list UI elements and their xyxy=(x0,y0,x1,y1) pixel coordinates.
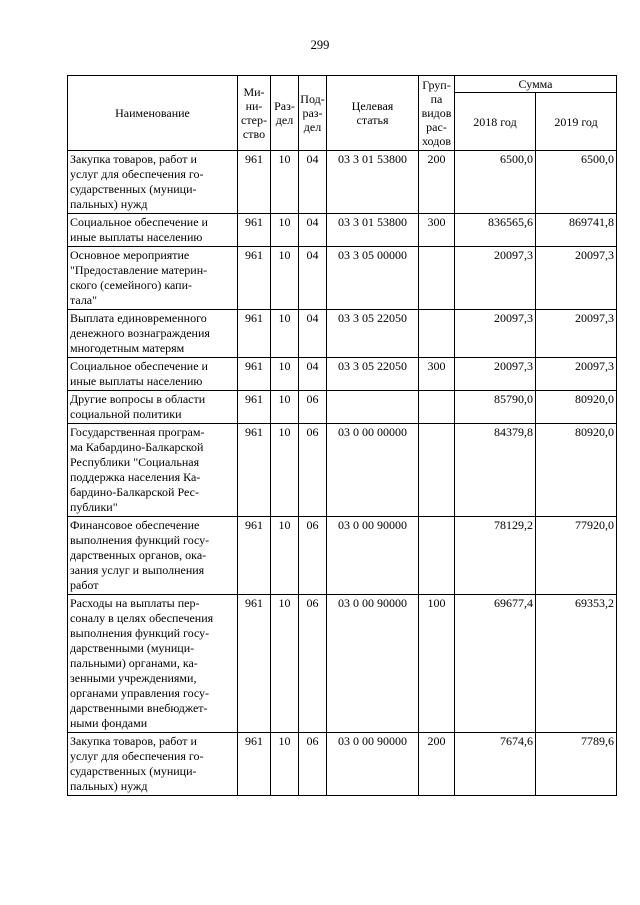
row-podrazdel: 04 xyxy=(299,214,327,247)
header-name: Наименование xyxy=(68,76,238,151)
row-name-line: иные выплаты населению xyxy=(70,374,203,388)
table-row xyxy=(68,733,617,796)
row-target: 03 3 05 22050 xyxy=(327,310,419,358)
header-line: ни- xyxy=(245,99,263,113)
row-ministry: 961 xyxy=(238,595,271,733)
row-name-line: дарственных органов, ока- xyxy=(70,548,207,562)
table-row xyxy=(68,310,617,358)
row-sum-2019: 6500,0 xyxy=(536,151,617,214)
row-ministry: 961 xyxy=(238,214,271,247)
header-line: Под- xyxy=(300,92,325,106)
row-name-line: социальной политики xyxy=(70,407,182,421)
row-ministry: 961 xyxy=(238,391,271,424)
table-row xyxy=(68,247,617,310)
header-ministry xyxy=(238,76,271,151)
row-sum-2018: 836565,6 xyxy=(455,214,536,247)
row-name-line: ского (семейного) капи- xyxy=(70,278,193,292)
row-target: 03 3 01 53800 xyxy=(327,151,419,214)
row-name xyxy=(68,733,238,796)
row-razdel: 10 xyxy=(271,733,299,796)
row-podrazdel: 06 xyxy=(299,733,327,796)
row-razdel: 10 xyxy=(271,595,299,733)
row-razdel: 10 xyxy=(271,358,299,391)
header-line: Целевая xyxy=(351,99,394,113)
row-name-line: Расходы на выплаты пер- xyxy=(70,596,200,610)
row-name xyxy=(68,391,238,424)
header-group xyxy=(419,76,455,151)
row-group: 300 xyxy=(419,214,455,247)
row-sum-2018: 85790,0 xyxy=(455,391,536,424)
row-group xyxy=(419,391,455,424)
header-line: видов xyxy=(421,106,452,120)
row-group: 200 xyxy=(419,733,455,796)
row-target: 03 0 00 90000 xyxy=(327,595,419,733)
table-row xyxy=(68,151,617,214)
row-group xyxy=(419,424,455,517)
row-razdel: 10 xyxy=(271,151,299,214)
row-name-line: публики" xyxy=(70,500,118,514)
budget-table xyxy=(67,75,617,796)
row-razdel: 10 xyxy=(271,310,299,358)
row-podrazdel: 06 xyxy=(299,595,327,733)
row-group xyxy=(419,310,455,358)
row-name-line: Социальное обеспечение и xyxy=(70,215,208,229)
row-target: 03 3 01 53800 xyxy=(327,214,419,247)
row-name-line: выполнения функций госу- xyxy=(70,626,210,640)
row-sum-2019: 80920,0 xyxy=(536,424,617,517)
row-name xyxy=(68,595,238,733)
row-sum-2019: 869741,8 xyxy=(536,214,617,247)
row-name-line: Республики "Социальная xyxy=(70,455,200,469)
header-line: раз- xyxy=(302,106,323,120)
row-name-line: пальных) нужд xyxy=(70,779,148,793)
header-line: дел xyxy=(303,120,322,134)
row-name xyxy=(68,214,238,247)
row-ministry: 961 xyxy=(238,733,271,796)
header-line: ство xyxy=(242,127,266,141)
row-target xyxy=(327,391,419,424)
row-name-line: ма Кабардино-Балкарской xyxy=(70,440,204,454)
table-row xyxy=(68,517,617,595)
row-target: 03 0 00 90000 xyxy=(327,733,419,796)
header-podrazdel xyxy=(299,76,327,151)
row-name-line: тала" xyxy=(70,293,98,307)
row-name-line: иные выплаты населению xyxy=(70,230,203,244)
header-razdel xyxy=(271,76,299,151)
header-line: рас- xyxy=(426,120,447,134)
row-sum-2018: 78129,2 xyxy=(455,517,536,595)
row-sum-2018: 84379,8 xyxy=(455,424,536,517)
row-name-line: денежного вознаграждения xyxy=(70,326,210,340)
row-sum-2019: 20097,3 xyxy=(536,247,617,310)
row-sum-2018: 20097,3 xyxy=(455,247,536,310)
row-name-line: Выплата единовременного xyxy=(70,311,207,325)
header-line: Раз- xyxy=(274,99,295,113)
row-ministry: 961 xyxy=(238,151,271,214)
row-name-line: работ xyxy=(70,578,99,592)
row-sum-2018: 6500,0 xyxy=(455,151,536,214)
row-name-line: многодетным матерям xyxy=(70,341,185,355)
row-sum-2019: 20097,3 xyxy=(536,310,617,358)
row-name-line: Закупка товаров, работ и xyxy=(70,734,197,748)
table-body xyxy=(68,151,617,796)
header-sum: Сумма xyxy=(455,76,617,93)
row-group: 200 xyxy=(419,151,455,214)
row-razdel: 10 xyxy=(271,424,299,517)
row-ministry: 961 xyxy=(238,517,271,595)
row-sum-2019: 69353,2 xyxy=(536,595,617,733)
row-sum-2018: 20097,3 xyxy=(455,310,536,358)
row-podrazdel: 06 xyxy=(299,517,327,595)
table-header xyxy=(68,76,617,151)
table-row xyxy=(68,424,617,517)
row-target: 03 3 05 00000 xyxy=(327,247,419,310)
row-name-line: услуг для обеспечения го- xyxy=(70,749,204,763)
row-podrazdel: 04 xyxy=(299,358,327,391)
header-line: дел xyxy=(275,113,294,127)
row-name-line: дарственными внебюджет- xyxy=(70,701,208,715)
row-name xyxy=(68,247,238,310)
header-target xyxy=(327,76,419,151)
row-podrazdel: 04 xyxy=(299,310,327,358)
row-sum-2018: 20097,3 xyxy=(455,358,536,391)
header-year-2019: 2019 год xyxy=(536,93,617,151)
row-name-line: зания услуг и выполнения xyxy=(70,563,205,577)
row-name-line: поддержка населения Ка- xyxy=(70,470,201,484)
row-target: 03 3 05 22050 xyxy=(327,358,419,391)
row-name-line: пальными) органами, ка- xyxy=(70,656,198,670)
row-target: 03 0 00 90000 xyxy=(327,517,419,595)
table-row xyxy=(68,595,617,733)
row-name xyxy=(68,517,238,595)
header-year-2018: 2018 год xyxy=(455,93,536,151)
row-name-line: зенными учреждениями, xyxy=(70,671,197,685)
row-ministry: 961 xyxy=(238,247,271,310)
row-sum-2018: 69677,4 xyxy=(455,595,536,733)
row-name-line: органами управления госу- xyxy=(70,686,210,700)
row-name xyxy=(68,424,238,517)
row-name-line: ными фондами xyxy=(70,716,148,730)
row-ministry: 961 xyxy=(238,310,271,358)
row-name-line: соналу в целях обеспечения xyxy=(70,611,214,625)
row-name-line: сударственных (муници- xyxy=(70,764,197,778)
header-line: Ми- xyxy=(243,85,265,99)
row-name-line: Финансовое обеспечение xyxy=(70,518,200,532)
row-podrazdel: 04 xyxy=(299,247,327,310)
row-name xyxy=(68,310,238,358)
row-group xyxy=(419,517,455,595)
row-sum-2018: 7674,6 xyxy=(455,733,536,796)
row-name-line: Основное мероприятие xyxy=(70,248,190,262)
header-line: па xyxy=(430,92,443,106)
row-name-line: услуг для обеспечения го- xyxy=(70,167,204,181)
row-sum-2019: 77920,0 xyxy=(536,517,617,595)
row-razdel: 10 xyxy=(271,214,299,247)
row-podrazdel: 06 xyxy=(299,424,327,517)
row-target: 03 0 00 00000 xyxy=(327,424,419,517)
row-name-line: сударственных (муници- xyxy=(70,182,197,196)
row-name-line: дарственными (муници- xyxy=(70,641,195,655)
row-podrazdel: 04 xyxy=(299,151,327,214)
row-sum-2019: 20097,3 xyxy=(536,358,617,391)
row-sum-2019: 7789,6 xyxy=(536,733,617,796)
row-ministry: 961 xyxy=(238,424,271,517)
row-name xyxy=(68,358,238,391)
row-name-line: бардино-Балкарской Рес- xyxy=(70,485,199,499)
row-group xyxy=(419,247,455,310)
row-razdel: 10 xyxy=(271,517,299,595)
row-sum-2019: 80920,0 xyxy=(536,391,617,424)
row-name-line: "Предоставление материн- xyxy=(70,263,208,277)
row-name-line: Закупка товаров, работ и xyxy=(70,152,197,166)
row-name-line: Другие вопросы в области xyxy=(70,392,206,406)
row-group: 300 xyxy=(419,358,455,391)
row-name-line: Социальное обеспечение и xyxy=(70,359,208,373)
row-ministry: 961 xyxy=(238,358,271,391)
header-line: Груп- xyxy=(422,78,451,92)
table-row xyxy=(68,358,617,391)
page-number: 299 xyxy=(310,38,330,52)
row-razdel: 10 xyxy=(271,247,299,310)
table-row xyxy=(68,214,617,247)
row-podrazdel: 06 xyxy=(299,391,327,424)
header-line: статья xyxy=(356,113,389,127)
row-name-line: Государственная програм- xyxy=(70,425,205,439)
row-name-line: выполнения функций госу- xyxy=(70,533,210,547)
table-row xyxy=(68,391,617,424)
row-name xyxy=(68,151,238,214)
header-line: стер- xyxy=(241,113,267,127)
header-line: ходов xyxy=(422,134,451,148)
row-razdel: 10 xyxy=(271,391,299,424)
row-name-line: пальных) нужд xyxy=(70,197,148,211)
row-group: 100 xyxy=(419,595,455,733)
